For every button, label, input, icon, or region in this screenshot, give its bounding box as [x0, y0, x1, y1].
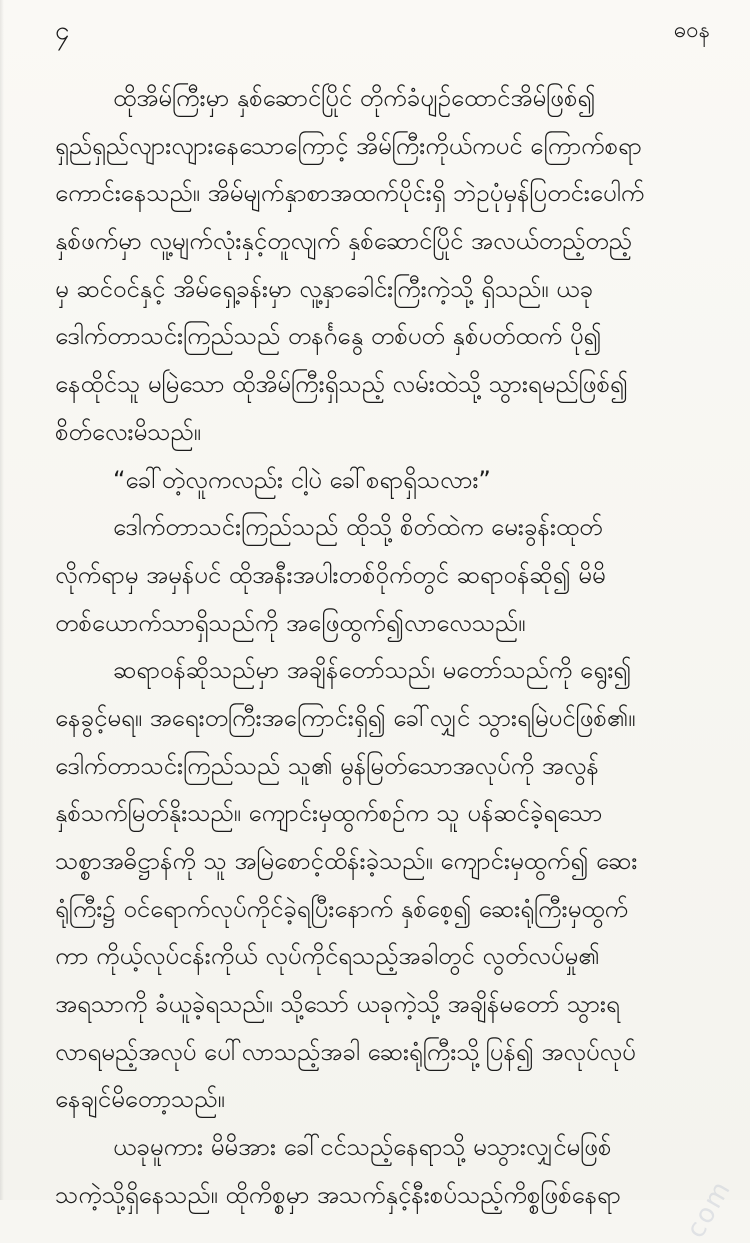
text-line: အရသာကို ခံယူခဲ့ရသည်။ သို့သော် ယခုကဲ့သို့ အချိန်မတော် သွားရ [55, 990, 620, 1019]
text-line: လာရမည့်အလုပ် ပေါ်လာသည့်အခါ ဆေးရုံကြီးသို့ပြန်၍ အလုပ်လုပ် [55, 1037, 636, 1066]
text-line: မှ ဆင်ဝင်နှင့် အိမ်ရှေ့ခန်းမှာ လူ့နှာခေါင်းကြီးကဲ့သို့ ရှိသည်။ ယခု [55, 274, 593, 303]
running-title: ဓဝန [673, 18, 710, 43]
body-text [55, 75, 715, 1220]
page-number: ၄ [55, 16, 70, 46]
text-line: ယခုမူကား မိမိအား ခေါ်ငင်သည့်နေရာသို့ မသွားလျှင်မဖြစ် [113, 1133, 612, 1162]
running-header [55, 14, 710, 48]
page-edge-shadow [0, 0, 4, 1200]
dialogue-line: “ခေါ်တဲ့လူကလည်း ငါ့ပဲ ခေါ်စရာရှိသလား” [113, 465, 491, 494]
text-line: နေချင်မိတော့သည်။ [55, 1085, 225, 1114]
text-line: စိတ်လေးမိသည်။ [55, 417, 201, 446]
text-line: ကာ ကိုယ့်လုပ်ငန်းကိုယ် လုပ်ကိုင်ရသည့်အခါတွင် လွတ်လပ်မှု၏ [55, 942, 600, 971]
text-line: ဆရာဝန်ဆိုသည်မှာ အချိန်တော်သည်၊ မတော်သည်ကို ရွေး၍ [113, 656, 632, 685]
text-line: ဒေါက်တာသင်းကြည်သည် သူ၏ မွန်မြတ်သောအလုပ်ကို အလွန် [55, 751, 599, 780]
text-line: ဒေါက်တာသင်းကြည်သည် တနင်္ဂနွေ တစ်ပတ် နှစ်ပတ်ထက် ပို၍ [55, 322, 602, 351]
text-line: နှစ်သက်မြတ်နိုးသည်။ ကျောင်းမှထွက်စဉ်က သူ ပန်ဆင်ခဲ့ရသော [55, 799, 603, 828]
text-line: ထိုအိမ်ကြီးမှာ နှစ်ဆောင်ပြိုင် တိုက်ခံပျဉ်ထောင်အိမ်ဖြစ်၍ [113, 84, 596, 112]
text-line: နှစ်ဖက်မှာ လူ့မျက်လုံးနှင့်တူလျက် နှစ်ဆောင်ပြိုင် အလယ်တည့်တည့် [55, 227, 632, 256]
text-line: သကဲ့သို့ရှိနေသည်။ ထိုကိစ္စမှာ အသက်နှင့်နီးစပ်သည့်ကိစ္စဖြစ်နေရာ [55, 1180, 621, 1209]
text-line: နေခွင့်မရ။ အရေးတကြီးအကြောင်းရှိ၍ ခေါ်လျှင် သွားရမြဲပင်ဖြစ်၏။ [55, 703, 636, 732]
text-line: ရုံကြီး၌ ဝင်ရောက်လုပ်ကိုင်ခဲ့ရပြီးနောက် နှစ်စေ့၍ ဆေးရုံကြီးမှထွက် [55, 894, 628, 923]
text-line: ကောင်းနေသည်။ အိမ်မျက်နှာစာအထက်ပိုင်းရှိ ဘဲဥပုံမှန်ပြတင်းပေါက် [55, 179, 645, 208]
text-line: ဒေါက်တာသင်းကြည်သည် ထိုသို့ စိတ်ထဲက မေးခွန်းထုတ် [113, 513, 603, 542]
text-line: ရှည်ရှည်လျားလျားနေသောကြောင့် အိမ်ကြီးကိုယ်ကပင် ကြောက်စရာ [55, 131, 642, 160]
text-line: သစ္စာအဓိဋ္ဌာန်ကို သူ အမြဲစောင့်ထိန်းခဲ့သည်။ ကျောင်းမှထွက်၍ ဆေး [55, 847, 638, 875]
text-line: လိုက်ရာမှ အမှန်ပင် ထိုအနီးအပါးတစ်ဝိုက်တွင် ဆရာဝန်ဆို၍ မိမိ [55, 560, 606, 589]
text-line: တစ်ယောက်သာရှိသည်ကို အဖြေထွက်၍လာလေသည်။ [55, 608, 526, 637]
text-line: နေထိုင်သူ မမြဲသော ထိုအိမ်ကြီးရှိသည့် လမ်းထဲသို့ သွားရမည်ဖြစ်၍ [55, 370, 628, 399]
watermark: com [681, 1175, 738, 1243]
